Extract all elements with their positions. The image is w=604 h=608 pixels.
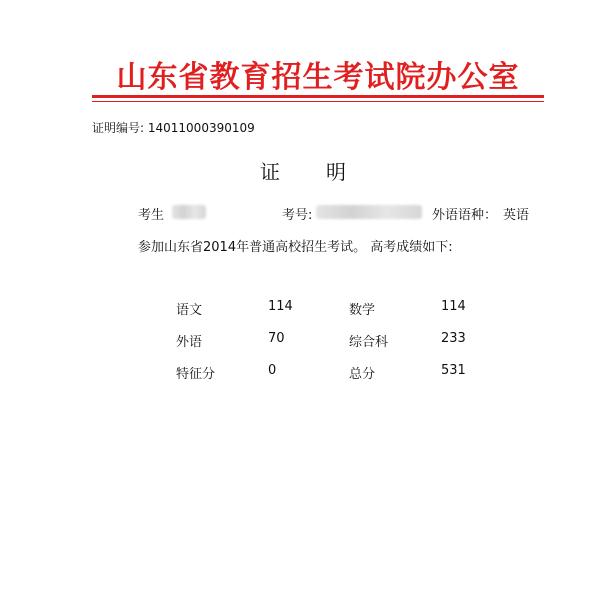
candidate-id-redacted [316,205,422,219]
language-label: 外语语种： [432,208,498,223]
score-subject: 数学 [349,303,376,318]
score-value: 70 [268,331,285,346]
score-value: 114 [268,299,293,314]
score-value: 114 [441,299,466,314]
issuer-title: 山东省教育招生考试院办公室 [116,60,520,95]
exam-statement: 参加山东省2014年普通高校招生考试。 高考成绩如下: [138,240,453,255]
score-value: 531 [441,363,466,378]
candidate-id-label: 考号: [282,208,313,223]
score-subject: 总分 [349,367,376,382]
certificate-number-value: 14011000390109 [147,121,255,135]
score-value: 0 [268,363,277,378]
header-rule-thick [92,95,544,98]
header-rule-thin [92,101,544,102]
candidate-name-label: 考生 [138,208,165,223]
score-subject: 综合科 [349,335,389,350]
document-title: 证明 [260,160,392,184]
score-subject: 特征分 [176,367,216,382]
language-value: 英语 [503,208,530,223]
score-subject: 语文 [176,303,203,318]
certificate-number-label: 证明编号: [92,121,145,135]
candidate-name-redacted [172,205,206,219]
score-value: 233 [441,331,466,346]
score-subject: 外语 [176,335,203,350]
certificate-number [92,119,255,136]
